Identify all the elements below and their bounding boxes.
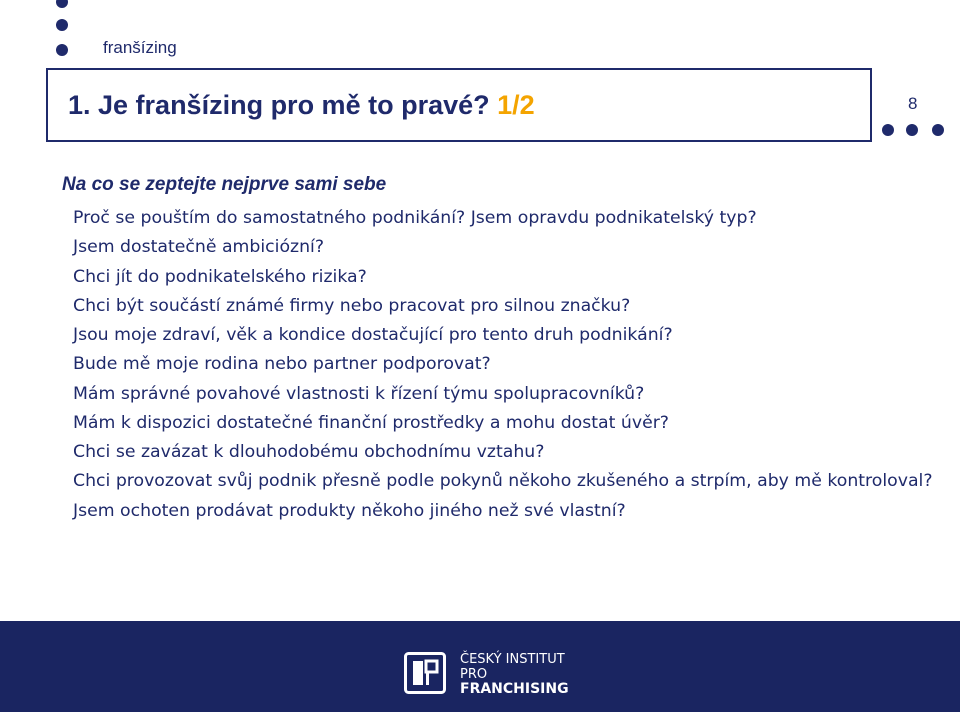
list-item: Mám k dispozici dostatečné finanční prostředky a mohu dostat úvěr? xyxy=(73,413,669,434)
list-item: Jsou moje zdraví, věk a kondice dostačující pro tento druh podnikání? xyxy=(73,325,673,346)
title-part-indicator: 1/2 xyxy=(497,90,535,120)
title-box xyxy=(46,68,872,142)
decor-dot xyxy=(56,44,68,56)
page-title xyxy=(68,90,535,121)
footer-bar xyxy=(0,621,960,712)
list-item: Chci být součástí známé firmy nebo pracovat pro silnou značku? xyxy=(73,295,631,316)
subheading: Na co se zeptejte nejprve sami sebe xyxy=(62,174,387,195)
cif-logo-icon xyxy=(404,652,446,694)
decor-dot xyxy=(882,124,894,136)
section-label: franšízing xyxy=(103,38,177,57)
decor-dot xyxy=(932,124,944,136)
decor-dot xyxy=(906,124,918,136)
decor-dot xyxy=(56,19,68,31)
list-item: Bude mě moje rodina nebo partner podporovat? xyxy=(73,354,491,375)
logo-line: PRO xyxy=(460,666,488,682)
title-text: 1. Je franšízing pro mě to pravé? xyxy=(68,90,490,120)
list-item: Mám správné povahové vlastnosti k řízení týmu spolupracovníků? xyxy=(73,383,645,404)
logo-line: FRANCHISING xyxy=(460,681,569,697)
list-item: Jsem dostatečně ambiciózní? xyxy=(73,237,325,258)
list-item: Chci jít do podnikatelského rizika? xyxy=(73,266,367,287)
decor-dot xyxy=(56,0,68,8)
list-item: Chci provozovat svůj podnik přesně podle pokynů někoho zkušeného a strpím, aby mě kontroloval? xyxy=(73,470,933,491)
question-list xyxy=(73,204,943,526)
logo-line: ČESKÝ INSTITUT xyxy=(460,652,565,667)
list-item: Jsem ochoten prodávat produkty někoho jiného než své vlastní? xyxy=(73,500,626,521)
list-item: Proč se pouštím do samostatného podnikání? Jsem opravdu podnikatelský typ? xyxy=(73,208,757,228)
list-item: Chci se zavázat k dlouhodobému obchodnímu vztahu? xyxy=(73,442,545,463)
logo-wordmark xyxy=(460,653,569,697)
page-number: 8 xyxy=(908,94,918,113)
